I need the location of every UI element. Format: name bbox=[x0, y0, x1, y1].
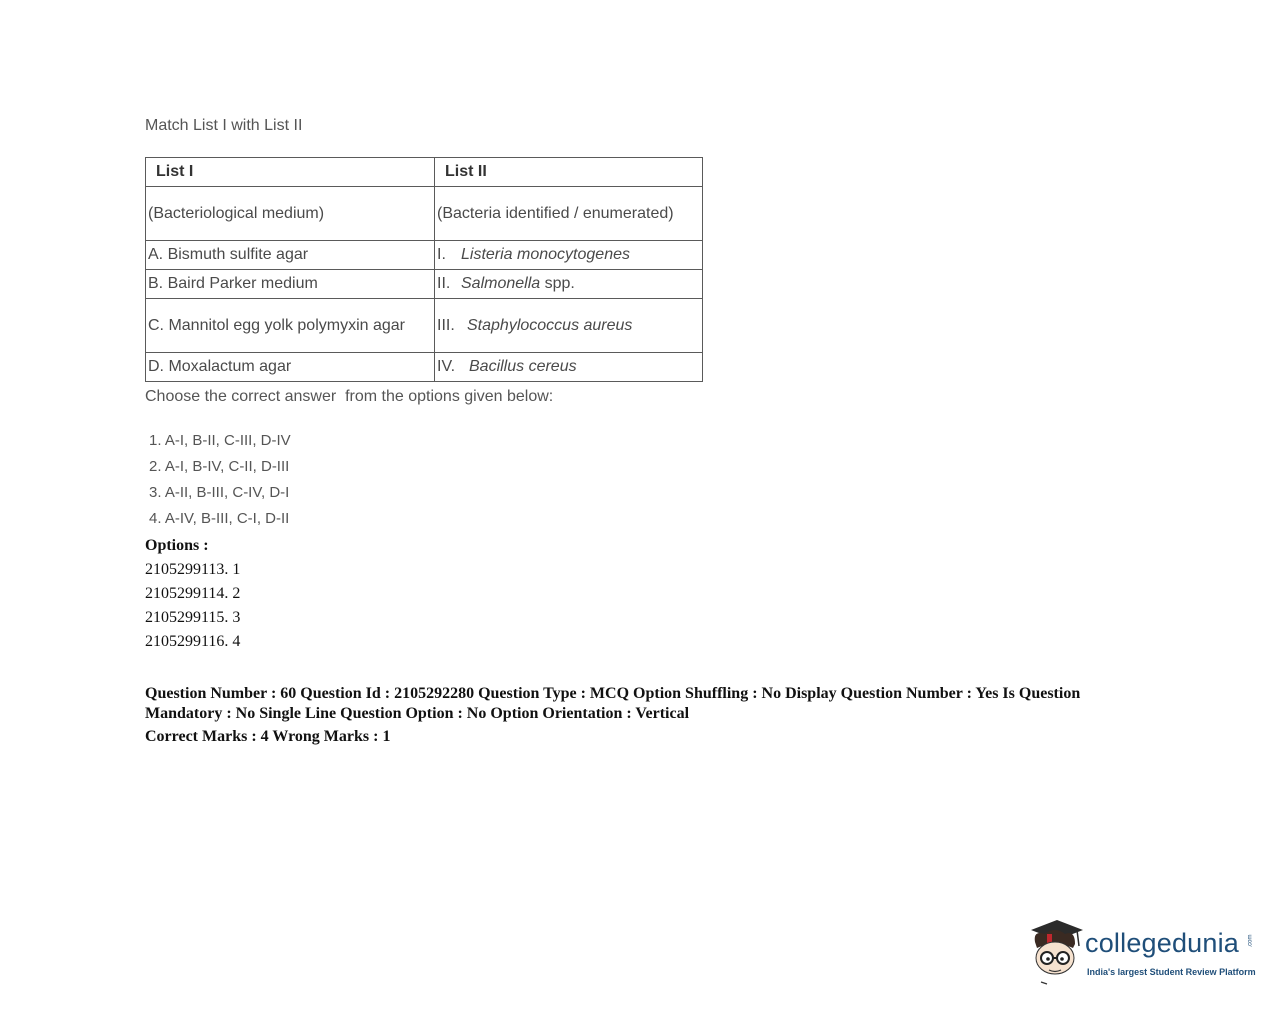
logo-wordmark: collegedunia bbox=[1085, 928, 1240, 958]
organism-name: Staphylococcus aureus bbox=[467, 316, 633, 334]
table-row bbox=[146, 299, 703, 353]
list-2-cell bbox=[435, 241, 703, 270]
table-row bbox=[146, 270, 703, 299]
question-intro: Match List I with List II bbox=[145, 117, 303, 134]
list-2-header: List II bbox=[435, 158, 703, 187]
answer-choice: 4. A-IV, B-III, C-I, D-II bbox=[149, 510, 290, 527]
list-2-cell bbox=[435, 270, 703, 299]
table-header-row bbox=[146, 158, 703, 187]
option-id-row: 2105299113. 1 bbox=[145, 561, 241, 578]
organism-name: Listeria monocytogenes bbox=[461, 246, 630, 263]
list-1-cell: A. Bismuth sulfite agar bbox=[146, 241, 435, 270]
organism-suffix: spp. bbox=[540, 275, 575, 292]
question-meta: Question Number : 60 Question Id : 2105292280 Question Type : MCQ Option Shuffling : No Display Question Number : Yes Is Question Mandatory : No Single Line Question Option : No Option Orientation : Vertical bbox=[145, 685, 1081, 722]
answer-choices bbox=[149, 430, 291, 534]
question-marks: Correct Marks : 4 Wrong Marks : 1 bbox=[145, 728, 391, 745]
logo-tagline: India's largest Student Review Platform bbox=[1087, 967, 1256, 977]
answer-choice: 3. A-II, B-III, C-IV, D-I bbox=[149, 484, 290, 501]
roman-numeral: II. bbox=[437, 275, 451, 292]
options-block bbox=[145, 536, 240, 656]
collegedunia-logo bbox=[1025, 916, 1255, 988]
list-1-cell: B. Baird Parker medium bbox=[146, 270, 435, 299]
option-id-row: 2105299115. 3 bbox=[145, 609, 241, 626]
table-row bbox=[146, 241, 703, 270]
logo-com: .com bbox=[1247, 934, 1254, 948]
options-title: Options : bbox=[145, 537, 209, 554]
answer-choice: 2. A-I, B-IV, C-II, D-III bbox=[149, 458, 290, 475]
organism-name: Salmonella bbox=[461, 275, 541, 292]
mascot-icon bbox=[1025, 916, 1085, 988]
list-2-cell bbox=[435, 353, 703, 382]
table-row bbox=[146, 353, 703, 382]
list-2-subheader: (Bacteria identified / enumerated) bbox=[435, 187, 703, 241]
roman-numeral: IV. bbox=[437, 358, 456, 375]
list-1-cell: D. Moxalactum agar bbox=[146, 353, 435, 382]
list-1-subheader: (Bacteriological medium) bbox=[146, 187, 435, 241]
organism-name: Bacillus cereus bbox=[469, 358, 577, 375]
match-table bbox=[145, 157, 703, 382]
table-subheader-row bbox=[146, 187, 703, 241]
option-id-row: 2105299114. 2 bbox=[145, 585, 241, 602]
list-1-header: List I bbox=[146, 158, 435, 187]
roman-numeral: I. bbox=[437, 246, 446, 263]
option-id-row: 2105299116. 4 bbox=[145, 633, 241, 650]
choose-instruction: Choose the correct answer from the options given below: bbox=[145, 388, 554, 405]
roman-numeral: III. bbox=[437, 316, 455, 334]
answer-choice: 1. A-I, B-II, C-III, D-IV bbox=[149, 432, 291, 449]
list-2-cell bbox=[435, 299, 703, 353]
list-1-cell: C. Mannitol egg yolk polymyxin agar bbox=[146, 299, 435, 353]
